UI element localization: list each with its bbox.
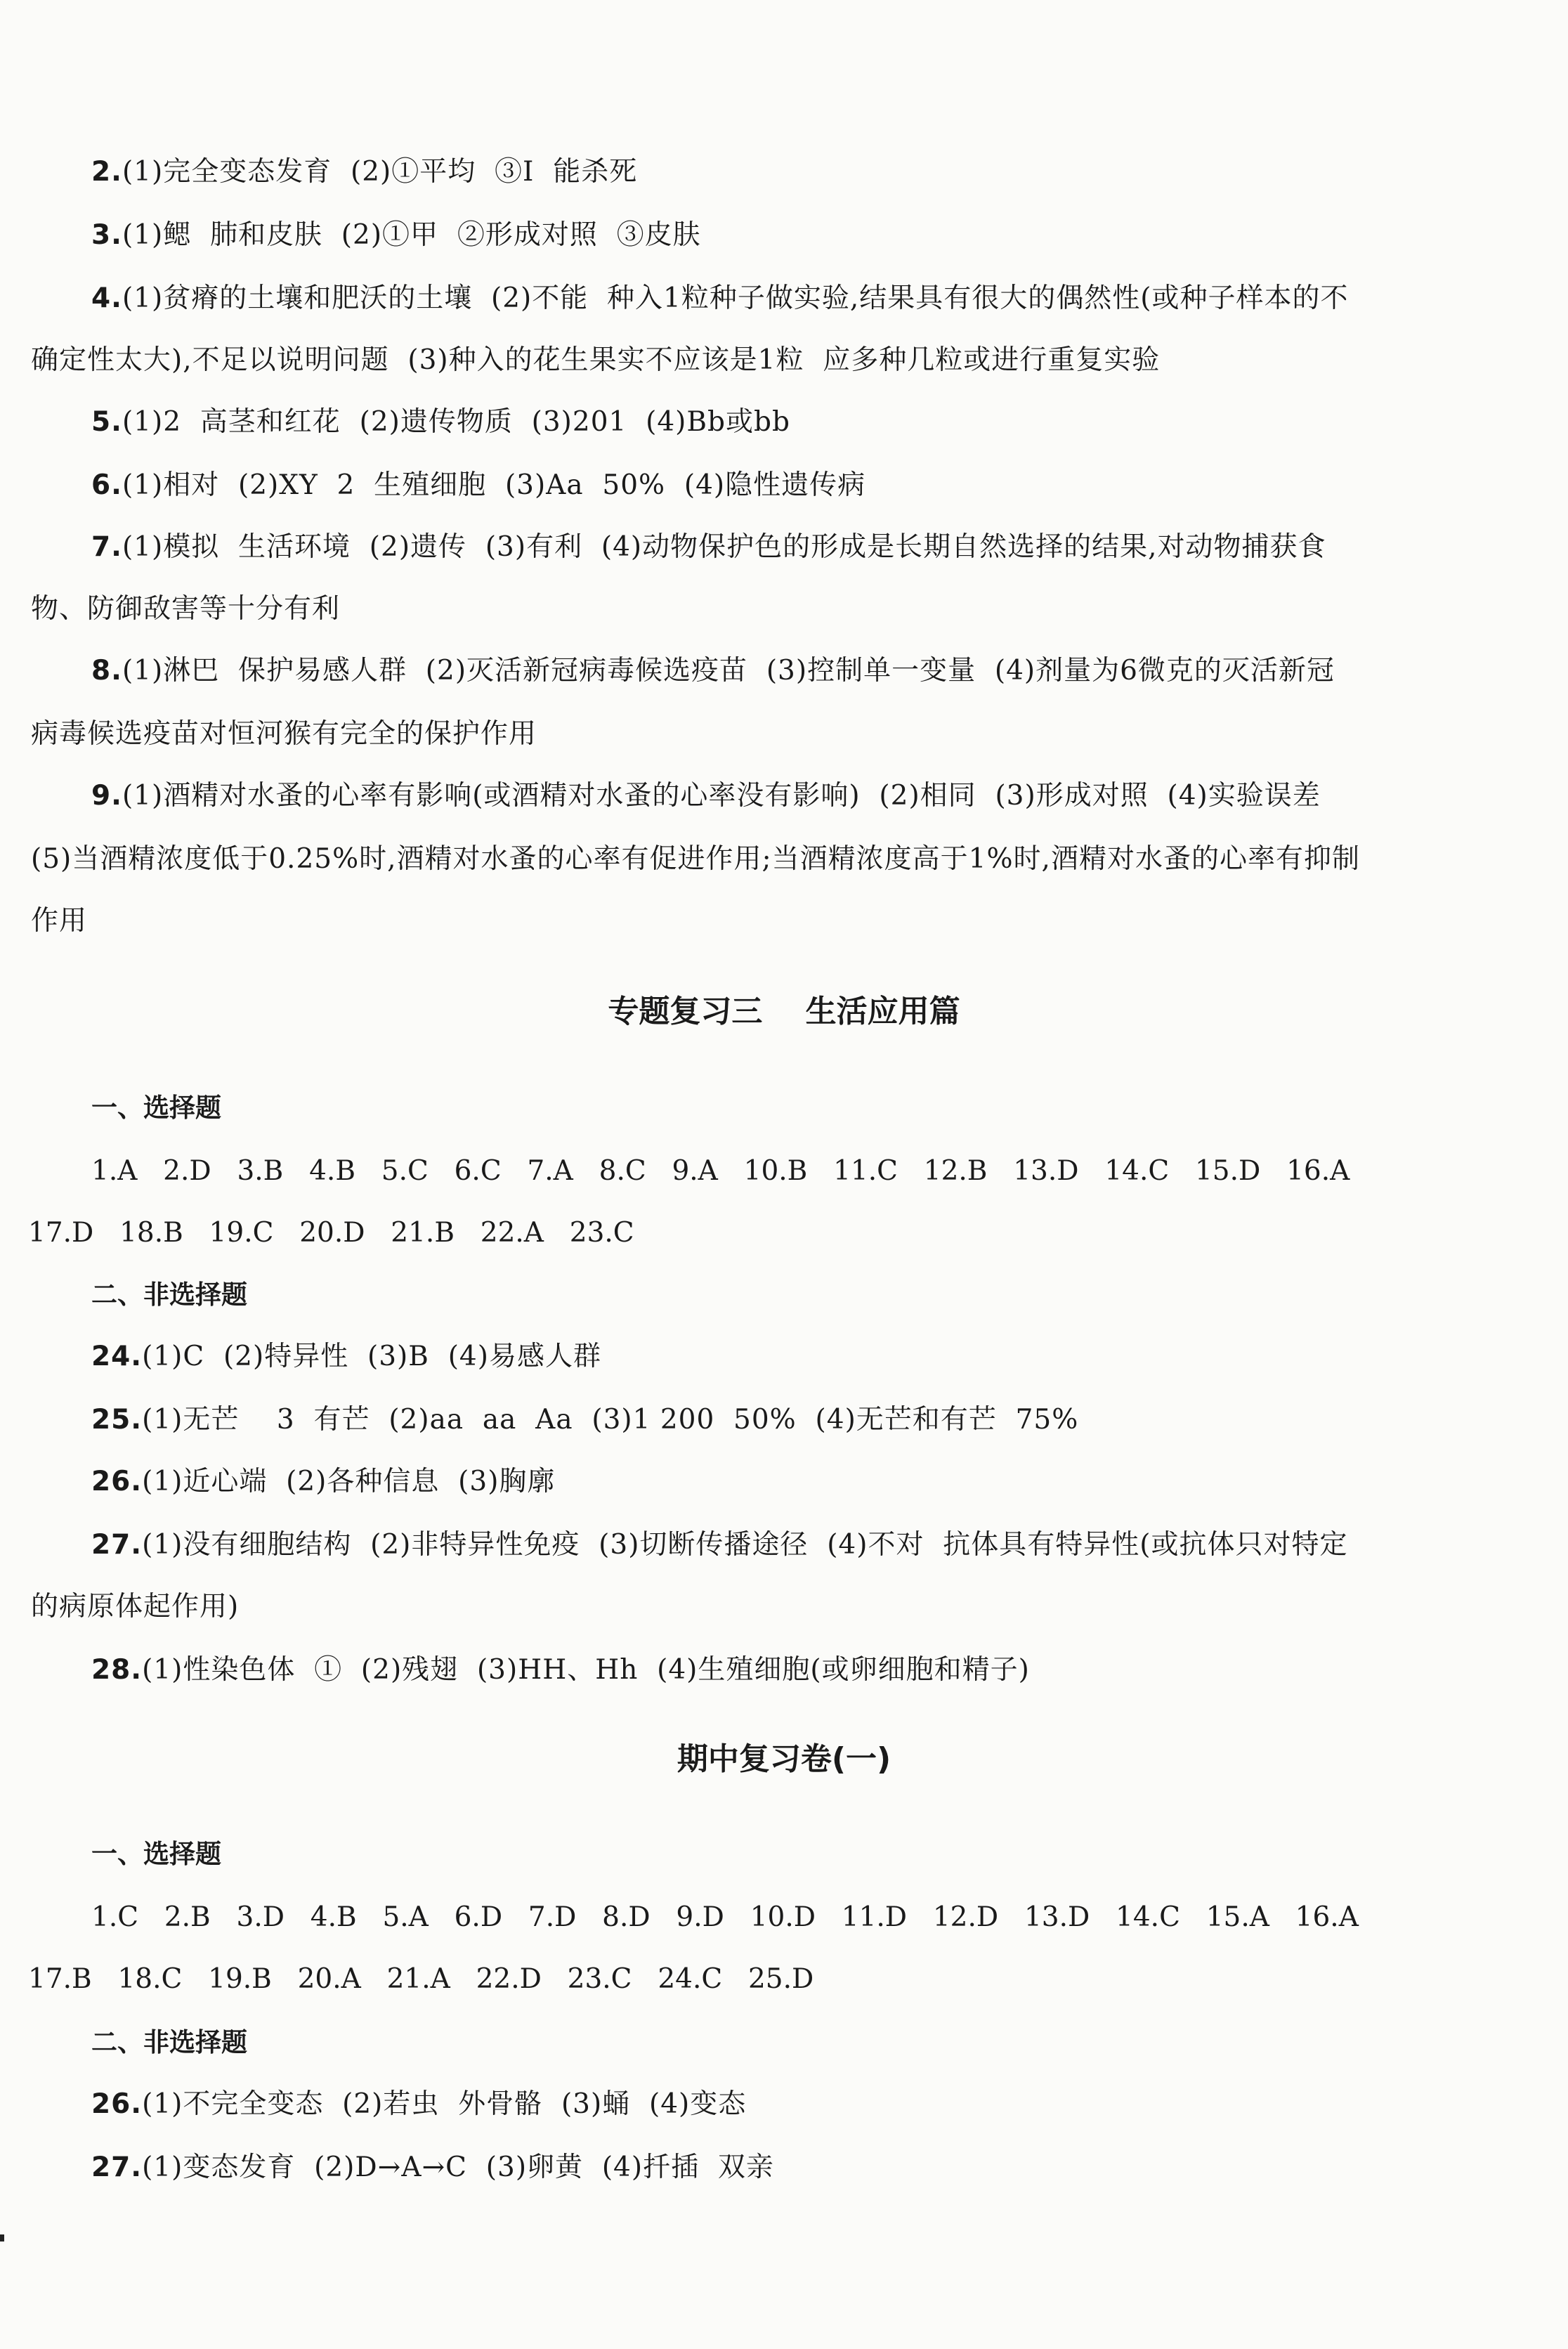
mc-answers-row: 1.A 2.D 3.B 4.B 5.C 6.C 7.A 8.C 9.A 10.B 11.C 12.B 13.D 14.C 15.D 16.A: [91, 1155, 1350, 1187]
answer-line-25: [91, 1401, 1463, 1439]
question-number: 8.: [91, 655, 122, 687]
answer-line-27b: [91, 2149, 1463, 2187]
answer-text: 的病原体起作用): [31, 1591, 240, 1622]
answer-text: 病毒候选疫苗对恒河猴有完全的保护作用: [31, 718, 537, 750]
answer-text: (1)完全变态发育 (2)①平均 ③Ⅰ 能杀死: [122, 156, 638, 188]
answer-line-26: [91, 1463, 1463, 1501]
non-mc-heading: 二、非选择题: [91, 2027, 247, 2057]
question-number: 3.: [91, 219, 122, 251]
answer-text: (1)C (2)特异性 (3)B (4)易感人群: [142, 1341, 601, 1372]
answer-text: 作用: [31, 905, 88, 937]
answer-line-4-cont: [31, 341, 1463, 379]
answer-text: (5)当酒精浓度低于0.25%时,酒精对水蚤的心率有促进作用;当酒精浓度高于1%时,酒精对水蚤的心率有抑制: [31, 843, 1360, 875]
question-number: 9.: [91, 780, 122, 812]
answer-line-27-cont: [31, 1588, 1463, 1626]
question-number: 7.: [91, 531, 122, 563]
answer-line-8-cont: [31, 715, 1463, 753]
question-number: 6.: [91, 469, 122, 501]
question-number: 27.: [91, 1529, 143, 1561]
answer-line-2: [91, 153, 1463, 191]
answer-text: (1)鳃 肺和皮肤 (2)①甲 ②形成对照 ③皮肤: [122, 219, 701, 251]
answer-line-7-cont: [31, 590, 1463, 628]
mc-answers-row: 17.B 18.C 19.B 20.A 21.A 22.D 23.C 24.C 25.D: [28, 1963, 814, 1995]
answer-line-28: [91, 1651, 1463, 1689]
section-title: 期中复习卷(一): [677, 1741, 891, 1777]
question-number: 2.: [91, 156, 122, 188]
answer-line-9-cont: [31, 840, 1463, 878]
answer-text: 物、防御敌害等十分有利: [31, 593, 341, 625]
answer-text: (1)不完全变态 (2)若虫 外骨骼 (3)蛹 (4)变态: [142, 2088, 747, 2120]
question-number: 4.: [91, 282, 122, 314]
answer-line-6: [91, 467, 1463, 505]
answer-text: 确定性太大),不足以说明问题 (3)种入的花生果实不应该是1粒 应多种几粒或进行重复实验: [31, 344, 1161, 376]
answer-line-27: [91, 1526, 1463, 1564]
answer-text: (1)2 高茎和红花 (2)遗传物质 (3)201 (4)Bb或bb: [122, 406, 790, 438]
answer-text: (1)淋巴 保护易感人群 (2)灭活新冠病毒候选疫苗 (3)控制单一变量 (4)剂量为6微克的灭活新冠: [122, 655, 1335, 687]
answer-text: (1)贫瘠的土壤和肥沃的土壤 (2)不能 种入1粒种子做实验,结果具有很大的偶然性(或种子样本的不: [122, 282, 1349, 314]
answer-text: (1)相对 (2)XY 2 生殖细胞 (3)Aa 50% (4)隐性遗传病: [122, 469, 866, 501]
question-number: 27.: [91, 2152, 143, 2183]
answer-text: (1)模拟 生活环境 (2)遗传 (3)有利 (4)动物保护色的形成是长期自然选择的结果,对动物捕获食: [122, 531, 1326, 563]
mc-heading: 一、选择题: [91, 1839, 221, 1869]
question-number: 24.: [91, 1341, 143, 1372]
answer-text: (1)变态发育 (2)D→A→C (3)卵黄 (4)扦插 双亲: [142, 2152, 774, 2183]
question-number: 25.: [91, 1404, 143, 1436]
answer-line-8: [91, 652, 1463, 690]
mc-heading: 一、选择题: [91, 1093, 221, 1123]
answer-text: (1)近心端 (2)各种信息 (3)胸廓: [142, 1466, 556, 1497]
answer-line-9: [91, 777, 1463, 815]
answer-text: (1)无芒 3 有芒 (2)aa aa Aa (3)1 200 50% (4)无芒和有芒 75%: [142, 1404, 1079, 1436]
answer-line-24: [91, 1338, 1463, 1376]
answer-line-5: [91, 403, 1463, 441]
answer-text: (1)酒精对水蚤的心率有影响(或酒精对水蚤的心率没有影响) (2)相同 (3)形成对照 (4)实验误差: [122, 780, 1321, 812]
answer-line-9-cont2: [31, 902, 1463, 940]
mc-answers-row: 1.C 2.B 3.D 4.B 5.A 6.D 7.D 8.D 9.D 10.D 11.D 12.D 13.D 14.C 15.A 16.A: [91, 1901, 1359, 1933]
edge-mark: [0, 2234, 4, 2241]
non-mc-heading: 二、非选择题: [91, 1280, 247, 1310]
mc-answers-row: 17.D 18.B 19.C 20.D 21.B 22.A 23.C: [28, 1217, 634, 1249]
answer-text: (1)没有细胞结构 (2)非特异性免疫 (3)切断传播途径 (4)不对 抗体具有特异性(或抗体只对特定: [142, 1529, 1348, 1561]
section-title: 专题复习三 生活应用篇: [608, 994, 960, 1029]
answer-line-26b: [91, 2086, 1463, 2123]
question-number: 26.: [91, 1466, 143, 1497]
answer-line-4: [91, 280, 1463, 318]
answer-line-3: [91, 216, 1463, 254]
question-number: 28.: [91, 1654, 143, 1686]
question-number: 26.: [91, 2088, 143, 2120]
answer-line-7: [91, 528, 1463, 566]
question-number: 5.: [91, 406, 122, 438]
answer-text: (1)性染色体 ① (2)残翅 (3)HH、Hh (4)生殖细胞(或卵细胞和精子): [142, 1654, 1030, 1686]
